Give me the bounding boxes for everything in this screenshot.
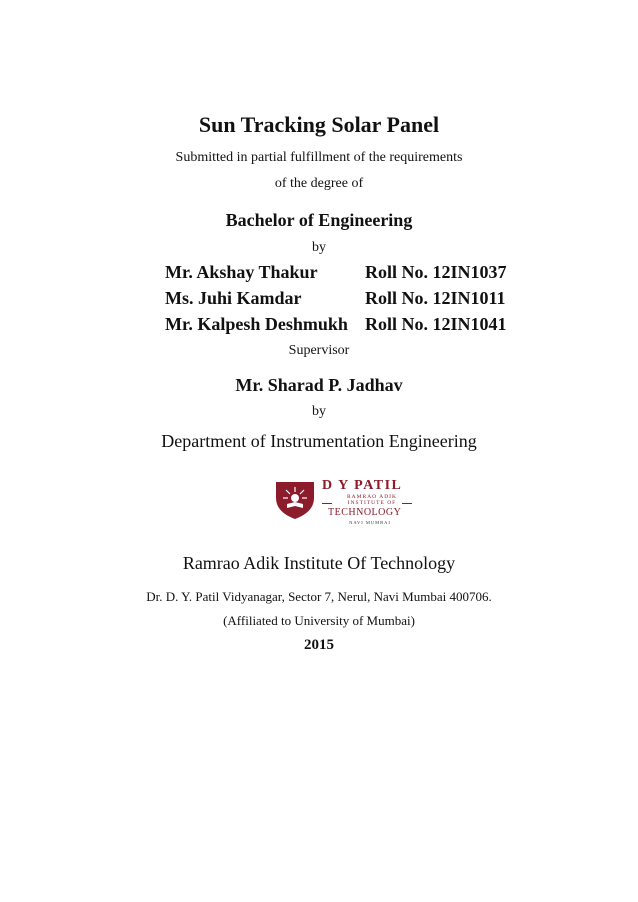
student-roll-number: Roll No. 12IN1011: [365, 288, 506, 308]
affiliation-text: (Affiliated to University of Mumbai): [223, 613, 415, 628]
submission-statement: Submitted in partial fulfillment of the requirements: [175, 150, 463, 165]
submission-year: 2015: [304, 637, 334, 653]
shield-emblem-icon: [274, 476, 316, 520]
student-name: Mr. Akshay Thakur: [165, 262, 318, 282]
thesis-title: Sun Tracking Solar Panel: [198, 112, 440, 137]
logo-title: D Y PATIL: [322, 478, 403, 493]
supervisor-label: Supervisor: [288, 343, 350, 358]
logo-subtitle: RAMRAO ADIK: [347, 494, 397, 500]
degree-name: Bachelor of Engineering: [225, 210, 413, 230]
student-name: Ms. Juhi Kamdar: [165, 288, 302, 308]
institute-logo: [274, 476, 414, 526]
by-label: by: [312, 404, 326, 419]
by-label: by: [312, 240, 326, 255]
logo-divider: [322, 503, 332, 504]
degree-of-text: of the degree of: [274, 176, 364, 191]
logo-divider: [402, 503, 412, 504]
institute-address: Dr. D. Y. Patil Vidyanagar, Sector 7, Nerul, Navi Mumbai 400706.: [146, 589, 492, 604]
supervisor-name: Mr. Sharad P. Jadhav: [235, 375, 403, 395]
department-name: Department of Instrumentation Engineering: [161, 431, 477, 451]
logo-subtitle: INSTITUTE OF: [347, 500, 397, 506]
logo-technology-text: TECHNOLOGY: [328, 507, 402, 518]
student-roll-number: Roll No. 12IN1041: [365, 314, 507, 334]
institute-name: Ramrao Adik Institute Of Technology: [182, 553, 456, 573]
student-roll-number: Roll No. 12IN1037: [365, 262, 507, 282]
logo-location-text: NAVI MUMBAI: [349, 520, 391, 525]
student-name: Mr. Kalpesh Deshmukh: [165, 314, 348, 334]
